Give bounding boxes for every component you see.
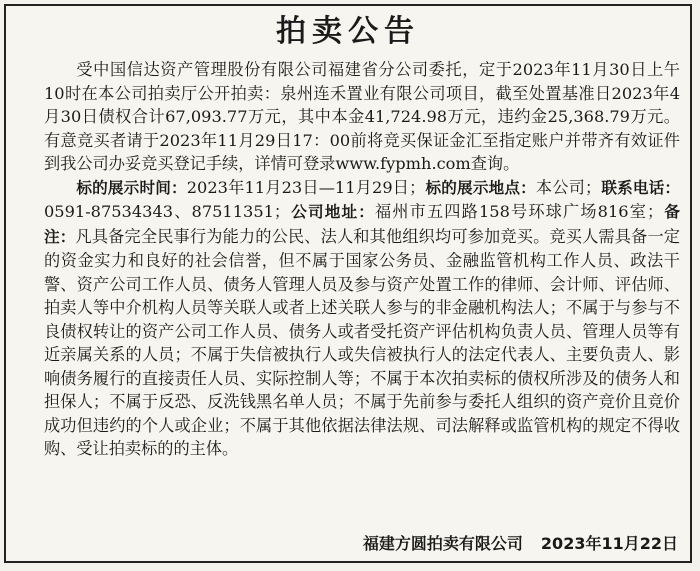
display-time-value: 2023年11月23日—11月29日；	[186, 177, 426, 197]
note-label: 备注：	[44, 203, 680, 246]
phone-label: 联系电话：	[601, 178, 680, 197]
footer-company: 福建方圆拍卖有限公司	[362, 534, 523, 553]
notice-paragraph-main: 受中国信达资产管理股份有限公司福建省分公司委托，定于2023年11月30日上午10时在本公司拍卖厅公开拍卖：泉州连禾置业有限公司项目，截至处置基准日2023年4月30日债权合计67,093.77万元，其中本金41,724.98万元，违约金25,368.79万元。有意竞买者请于2023年11月29日17：00前将竞买保证金汇至指定账户并带齐有效证件到我公司办妥竞买登记手续，详情可登录www.fypmh.com查询。	[44, 60, 680, 173]
notice-body	[44, 58, 680, 461]
phone-value: 0591-87534343、87511351；	[44, 202, 291, 221]
display-time-label: 标的展示时间：	[76, 178, 187, 197]
auction-notice	[4, 4, 692, 563]
display-place-label: 标的展示地点：	[425, 178, 536, 197]
note-value: 凡具备完全民事行为能力的公民、法人和其他组织均可参加竞买。竞买人需具备一定的资金实力和良好的社会信誉，但不属于国家公务员、金融监管机构工作人员、政法干警、资产公司工作人员、债务人管理人员及参与资产处置工作的律师、会计师、评估师、拍卖人等中介机构人员等关联人或者上述关联人参与的非金融机构法人；不属于与参与不良债权转让的资产公司工作人员、债务人或者受托资产评估机构负责人员、管理人员等有近亲属关系的人员；不属于失信被执行人或失信被执行人的法定代表人、主要负责人、影响债务履行的直接责任人员、实际控制人等；不属于本次拍卖标的债权所涉及的债务人和担保人；不属于反恐、反洗钱黑名单人员；不属于先前参与委托人组织的资产竞价且竞价成功但违约的个人或企业；不属于其他依据法律法规、司法解释或监管机构的规定不得收购、受让拍卖标的的主体。	[44, 226, 680, 458]
notice-title: 拍卖公告	[276, 14, 420, 49]
address-value: 福州市五四路158号环球广场816室；	[374, 202, 664, 221]
notice-footer	[363, 533, 678, 555]
address-label: 公司地址：	[290, 203, 375, 221]
footer-date: 2023年11月22日	[540, 534, 678, 553]
display-place-value: 本公司；	[535, 177, 602, 197]
notice-paragraph-details	[44, 176, 680, 461]
